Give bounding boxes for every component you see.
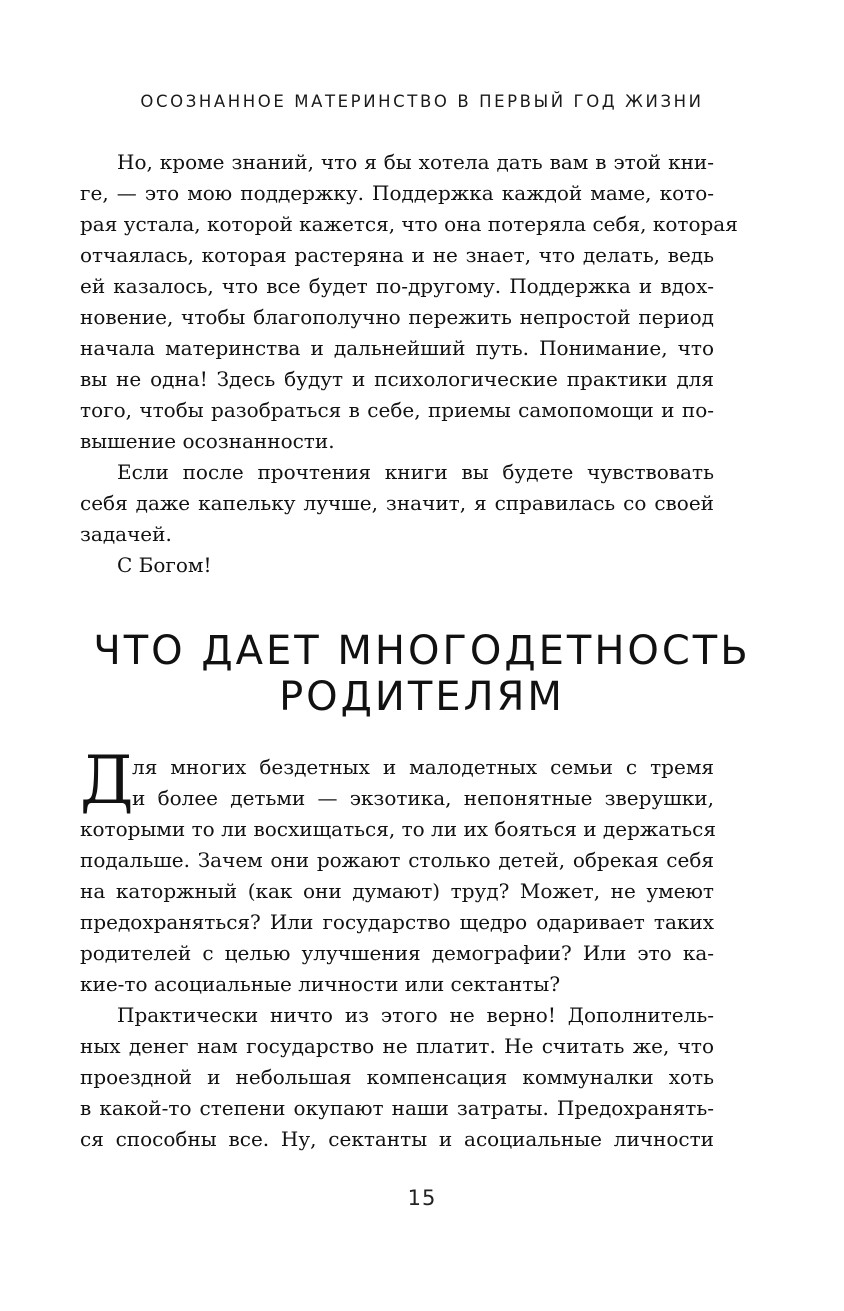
text-line: того, чтобы разобраться в себе, приемы самопомощи и по- [80, 398, 714, 422]
text-line: отчаялась, которая растеряна и не знает, что делать, ведь [80, 243, 714, 267]
chapter-title-line: ЧТО ДАЕТ МНОГОДЕТНОСТЬ [93, 628, 751, 674]
text-line: предохраняться? Или государство щедро одаривает таких [80, 910, 714, 934]
text-line: ля многих бездетных и малодетных семьи с тремя [132, 755, 714, 779]
text-line: родителей с целью улучшения демографии? Или это ка- [80, 941, 714, 965]
text-line: кие-то асоциальные личности или сектанты? [80, 972, 561, 996]
page-number: 15 [407, 1186, 437, 1210]
text-line: рая устала, которой кажется, что она потеряла себя, которая [80, 212, 738, 236]
text-line: вы не одна! Здесь будут и психологические практики для [80, 367, 714, 391]
drop-cap: Д [80, 742, 134, 819]
running-head: ОСОЗНАННОЕ МАТЕРИНСТВО В ПЕРВЫЙ ГОД ЖИЗНИ [140, 92, 704, 111]
intro-text [80, 147, 738, 581]
text-line: новение, чтобы благополучно пережить непростой период [80, 305, 714, 329]
chapter-text [80, 752, 714, 1155]
text-line: проездной и небольшая компенсация коммуналки хоть [80, 1065, 714, 1089]
text-line: С Богом! [117, 553, 212, 577]
text-line: Если после прочтения книги вы будете чувствовать [117, 460, 714, 484]
text-line: ей казалось, что все будет по-другому. Поддержка и вдох- [80, 274, 714, 298]
text-line: на каторжный (как они думают) труд? Может, не умеют [80, 879, 714, 903]
text-line: и более детьми — экзотика, непонятные зверушки, [132, 786, 714, 810]
text-line: вышение осознанности. [80, 429, 335, 453]
text-line: которыми то ли восхищаться, то ли их бояться и держаться [80, 817, 716, 841]
text-line: задачей. [80, 522, 172, 546]
text-line: начала материнства и дальнейший путь. Понимание, что [80, 336, 714, 360]
text-line: Практически ничто из этого не верно! Дополнитель- [117, 1003, 714, 1027]
chapter-title-line: РОДИТЕЛЯМ [279, 674, 565, 720]
text-line: Но, кроме знаний, что я бы хотела дать вам в этой кни- [117, 150, 714, 174]
text-line: себя даже капельку лучше, значит, я справилась со своей [80, 491, 714, 515]
chapter-title [0, 628, 844, 720]
text-line: ных денег нам государство не платит. Не считать же, что [80, 1034, 714, 1058]
text-line: ся способны все. Ну, сектанты и асоциальные личности [80, 1127, 714, 1151]
text-line: подальше. Зачем они рожают столько детей, обрекая себя [80, 848, 714, 872]
text-line: в какой-то степени окупают наши затраты. Предохранять- [80, 1096, 714, 1120]
text-line: ге, — это мою поддержку. Поддержка каждой маме, кото- [80, 181, 714, 205]
